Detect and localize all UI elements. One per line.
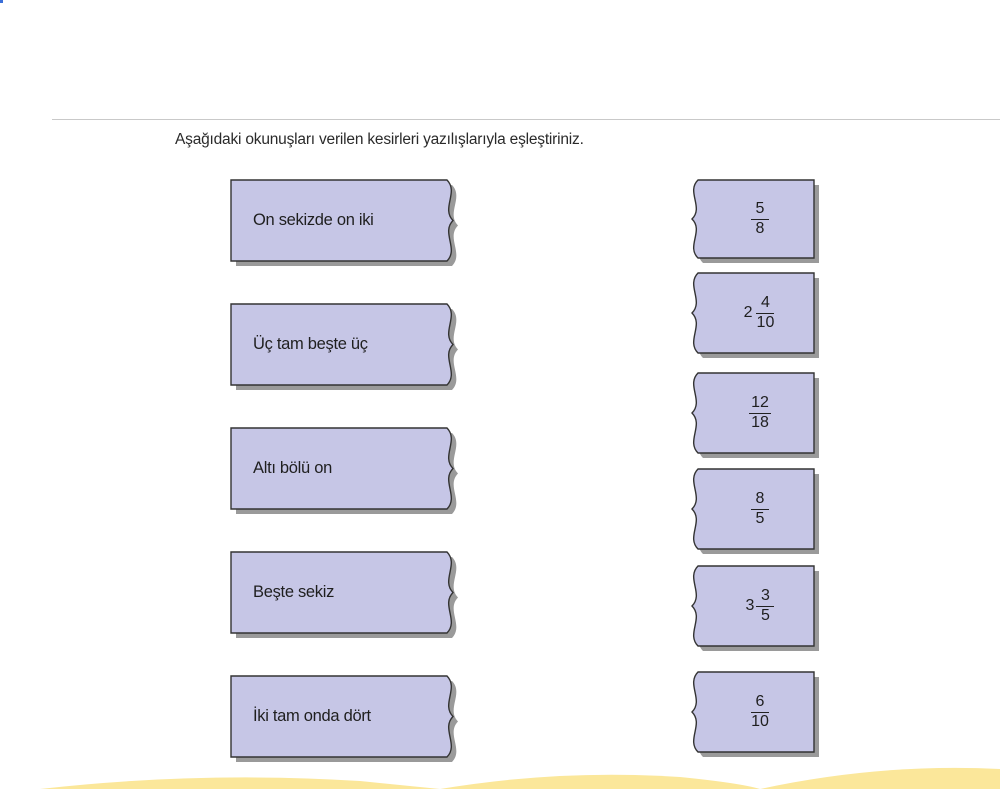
fraction (751, 491, 769, 528)
top-divider (52, 119, 1000, 120)
wave-shape (760, 768, 1000, 789)
fraction-value (706, 566, 814, 646)
reading-label: İki tam onda dört (253, 707, 371, 725)
fraction-card[interactable] (686, 273, 814, 353)
fraction-whole: 3 (745, 597, 755, 614)
fraction-value (706, 180, 814, 258)
fraction (756, 588, 774, 625)
fraction-numerator: 5 (751, 201, 769, 220)
reading-label: Beşte sekiz (253, 583, 335, 601)
fraction-numerator: 3 (756, 588, 774, 607)
fraction-numerator: 6 (751, 694, 769, 713)
fraction-denominator: 8 (755, 219, 765, 237)
fraction-value (706, 273, 814, 353)
reading-card[interactable] (231, 676, 459, 757)
reading-card[interactable] (231, 304, 459, 385)
fraction-value (706, 373, 814, 453)
corner-mark (0, 0, 3, 3)
wave-shape (40, 777, 440, 789)
fraction-denominator: 5 (755, 509, 765, 527)
reading-card[interactable] (231, 552, 459, 633)
fraction-whole: 2 (743, 304, 753, 321)
fraction-numerator: 8 (751, 491, 769, 510)
reading-label: On sekizde on iki (253, 211, 374, 229)
fraction-denominator: 10 (751, 712, 769, 730)
fraction-denominator: 10 (756, 313, 775, 331)
decorative-wave (0, 759, 1000, 789)
fraction-card[interactable] (686, 672, 814, 752)
fraction-card[interactable] (686, 469, 814, 549)
reading-card[interactable] (231, 180, 459, 261)
fraction (755, 295, 777, 332)
fraction-value (706, 469, 814, 549)
wave-shape (440, 775, 760, 789)
fraction (749, 694, 771, 731)
reading-label: Üç tam beşte üç (253, 335, 368, 353)
fraction-numerator: 4 (756, 295, 774, 314)
reading-label: Altı bölü on (253, 459, 332, 477)
fraction (751, 201, 769, 238)
fraction (749, 395, 771, 432)
fraction-denominator: 18 (751, 413, 769, 431)
fraction-card[interactable] (686, 180, 814, 258)
fraction-value (706, 672, 814, 752)
reading-card[interactable] (231, 428, 459, 509)
instruction-text: Aşağıdaki okunuşları verilen kesirleri yazılışlarıyla eşleştiriniz. (175, 131, 584, 148)
fraction-numerator: 12 (749, 395, 771, 414)
fraction-card[interactable] (686, 373, 814, 453)
fraction-denominator: 5 (761, 606, 770, 624)
fraction-card[interactable] (686, 566, 814, 646)
